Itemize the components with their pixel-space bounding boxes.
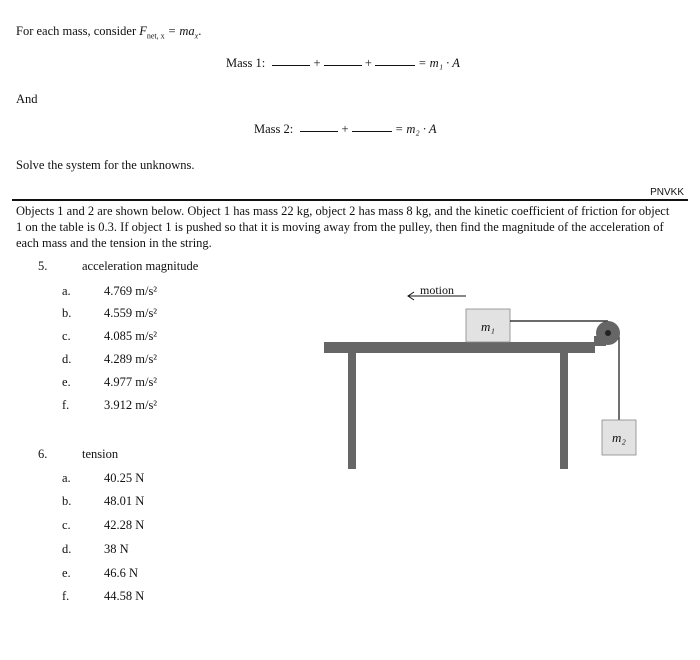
problem-statement: Objects 1 and 2 are shown below. Object 1 has mass 22 kg, object 2 has mass 8 kg, and the kinetic coefficient of friction for object 1 on the table is 0.3. If object 1 is pushed so that it is moving away from the pulley, then find the magnitude of the acceleration of each mass and the tension in the string.	[16, 204, 670, 250]
mass2-label: Mass 2:	[254, 122, 294, 136]
q5-number: 5.	[38, 259, 48, 273]
formula-rhs: = ma	[164, 24, 195, 38]
mass1-plus-2: +	[364, 56, 372, 70]
option-value: 4.085 m/s²	[104, 329, 158, 343]
option-letter: d.	[62, 352, 72, 366]
option-letter: e.	[62, 566, 71, 580]
block-m2-label: m₂	[612, 430, 626, 445]
option-letter: e.	[62, 375, 71, 389]
option-value: 4.559 m/s²	[104, 306, 158, 320]
option-value: 38 N	[104, 542, 129, 556]
option-value: 48.01 N	[104, 494, 145, 508]
option-value: 4.769 m/s²	[104, 284, 158, 298]
option-letter: f.	[62, 398, 70, 412]
and-label: And	[16, 92, 38, 106]
option-value: 46.6 N	[104, 566, 139, 580]
block-m1-label: m₁	[481, 319, 495, 334]
option-value: 42.28 N	[104, 518, 145, 532]
option-letter: c.	[62, 518, 71, 532]
solve-instruction: Solve the system for the unknowns.	[16, 158, 195, 172]
q6-number: 6.	[38, 447, 48, 461]
table-top	[324, 342, 595, 353]
formula-lhs: F	[139, 24, 147, 38]
mass1-label: Mass 1:	[226, 56, 266, 70]
option-value: 4.977 m/s²	[104, 375, 158, 389]
option-letter: a.	[62, 284, 71, 298]
intro-prefix: For each mass, consider	[16, 24, 140, 38]
motion-label: motion	[419, 283, 455, 297]
option-letter: a.	[62, 471, 71, 485]
problem-tag: PNVKK	[650, 187, 684, 198]
formula-lhs-sub: net, x	[146, 31, 165, 41]
option-letter: f.	[62, 589, 70, 603]
option-value: 44.58 N	[104, 589, 145, 603]
mass2-plus: +	[341, 122, 349, 136]
option-letter: c.	[62, 329, 71, 343]
intro-suffix: .	[198, 24, 202, 38]
option-value: 40.25 N	[104, 471, 145, 485]
option-value: 3.912 m/s²	[104, 398, 158, 412]
option-letter: b.	[62, 306, 72, 320]
option-letter: b.	[62, 494, 72, 508]
q5-label: acceleration magnitude	[82, 259, 199, 273]
table-leg-left	[348, 353, 356, 469]
mass1-plus-1: +	[313, 56, 321, 70]
q6-label: tension	[82, 447, 119, 461]
mass2-rhs: = m₂ · A	[394, 122, 437, 136]
pulley-axle	[605, 330, 611, 336]
option-letter: d.	[62, 542, 72, 556]
table-leg-right	[560, 353, 568, 469]
option-value: 4.289 m/s²	[104, 352, 158, 366]
formula-rhs-sub: x	[194, 31, 199, 41]
mass1-rhs: = m₁ · A	[418, 56, 460, 70]
